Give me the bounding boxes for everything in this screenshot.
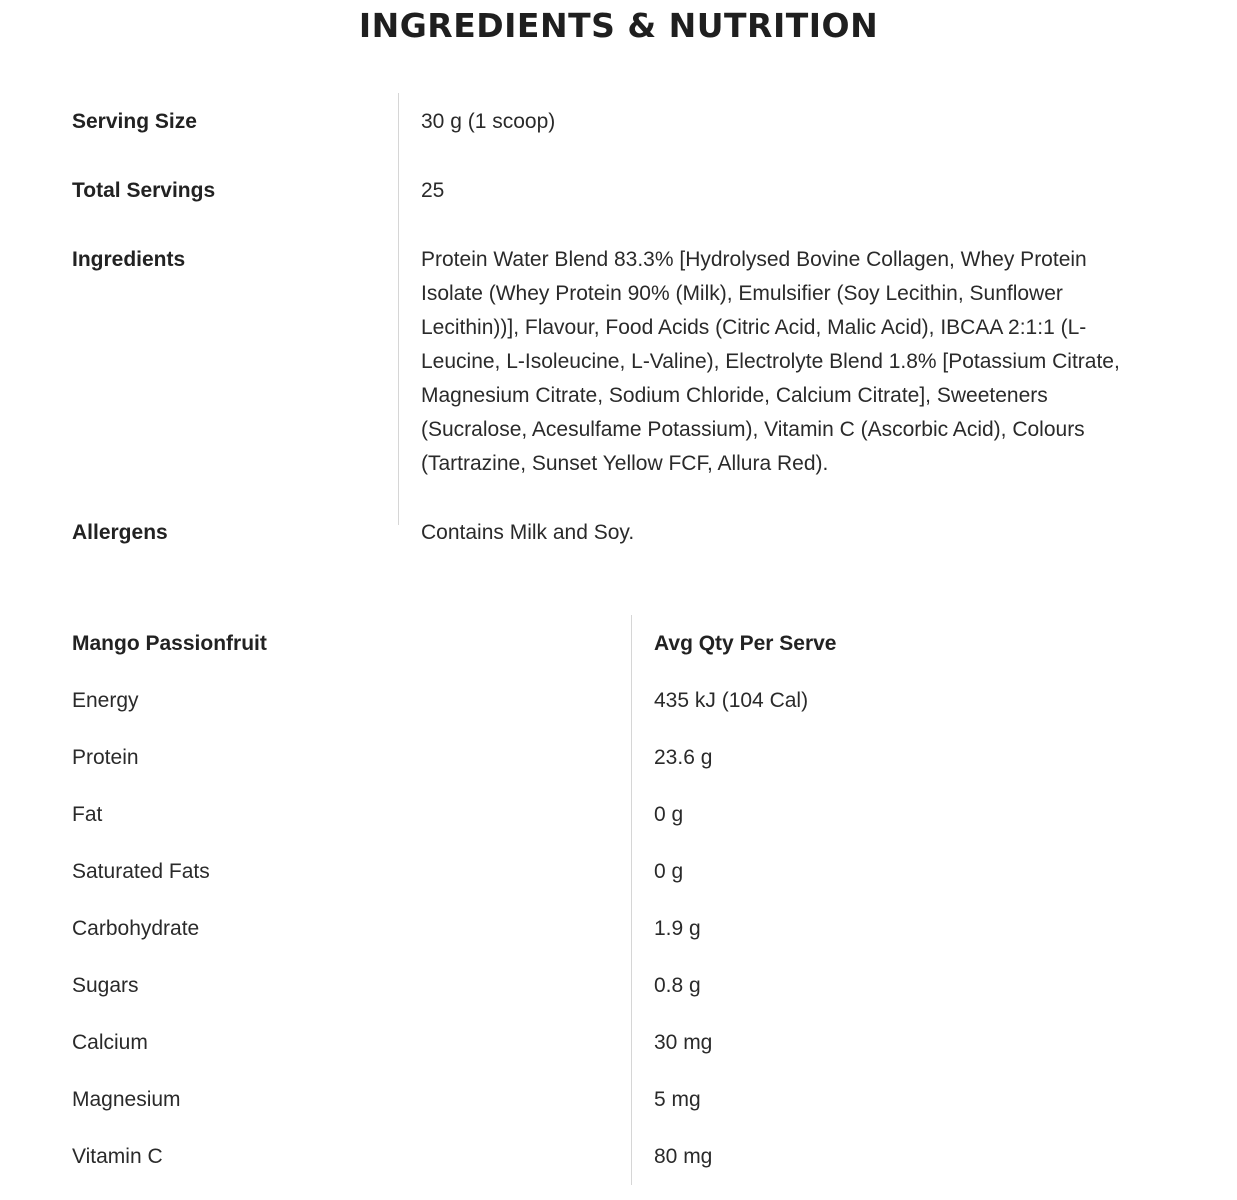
nutrient-value: 5 mg: [654, 1088, 701, 1111]
nutrient-name: Protein: [72, 746, 139, 769]
info-label: Ingredients: [72, 248, 186, 271]
info-label: Serving Size: [72, 110, 197, 133]
nutrient-value: 23.6 g: [654, 746, 713, 769]
flavour-header: Mango Passionfruit: [72, 632, 267, 655]
table-row: [72, 1014, 1164, 1071]
table-row: [72, 1128, 1164, 1185]
nutrient-name: Fat: [72, 803, 103, 826]
nutrition-column-divider: [631, 615, 632, 1185]
info-row-ingredients: [72, 231, 1164, 504]
nutrient-value: 80 mg: [654, 1145, 713, 1168]
table-row: [72, 900, 1164, 957]
nutrient-value: 30 mg: [654, 1031, 713, 1054]
nutrient-name: Sugars: [72, 974, 139, 997]
info-label: Allergens: [72, 521, 168, 544]
nutrient-value: 0 g: [654, 860, 684, 883]
table-row: [72, 1071, 1164, 1128]
info-row-allergens: [72, 504, 1164, 573]
info-column-divider: [398, 93, 399, 525]
nutrition-table: [72, 615, 1164, 1185]
table-row: [72, 729, 1164, 786]
info-value: Protein Water Blend 83.3% [Hydrolysed Bovine Collagen, Whey Protein Isolate (Whey Protein 90% (Milk), Emulsifier (Soy Lecithin, Sunflower Lecithin))], Flavour, Food Acids (Citric Acid, Malic Acid), IBCAA 2:1:1 (L-Leucine, L-Isoleucine, L-Valine), Electrolyte Blend 1.8% [Potassium Citrate, Magnesium Citrate, Sodium Chloride, Calcium Citrate], Sweeteners (Sucralose, Acesulfame Potassium), Vitamin C (Ascorbic Acid), Colours (Tartrazine, Sunset Yellow FCF, Allura Red).: [421, 248, 1120, 475]
table-row: [72, 786, 1164, 843]
nutrient-value: 435 kJ (104 Cal): [654, 689, 809, 712]
nutrient-name: Vitamin C: [72, 1145, 163, 1168]
nutrient-name: Carbohydrate: [72, 917, 200, 940]
nutrient-name: Magnesium: [72, 1088, 181, 1111]
nutrient-value: 1.9 g: [654, 917, 701, 940]
qty-header: Avg Qty Per Serve: [654, 632, 837, 655]
info-row-serving-size: [72, 93, 1164, 162]
info-value: 30 g (1 scoop): [421, 110, 556, 133]
info-row-total-servings: [72, 162, 1164, 231]
nutrition-header-row: [72, 615, 1164, 672]
nutrient-name: Saturated Fats: [72, 860, 210, 883]
page-title: INGREDIENTS & NUTRITION: [358, 6, 879, 45]
nutrient-name: Energy: [72, 689, 139, 712]
info-label: Total Servings: [72, 179, 216, 202]
info-value: Contains Milk and Soy.: [421, 521, 635, 544]
table-row: [72, 957, 1164, 1014]
info-value: 25: [421, 179, 445, 202]
nutrient-name: Calcium: [72, 1031, 148, 1054]
nutrient-value: 0.8 g: [654, 974, 701, 997]
product-info-table: [72, 93, 1164, 573]
table-row: [72, 843, 1164, 900]
table-row: [72, 672, 1164, 729]
nutrient-value: 0 g: [654, 803, 684, 826]
